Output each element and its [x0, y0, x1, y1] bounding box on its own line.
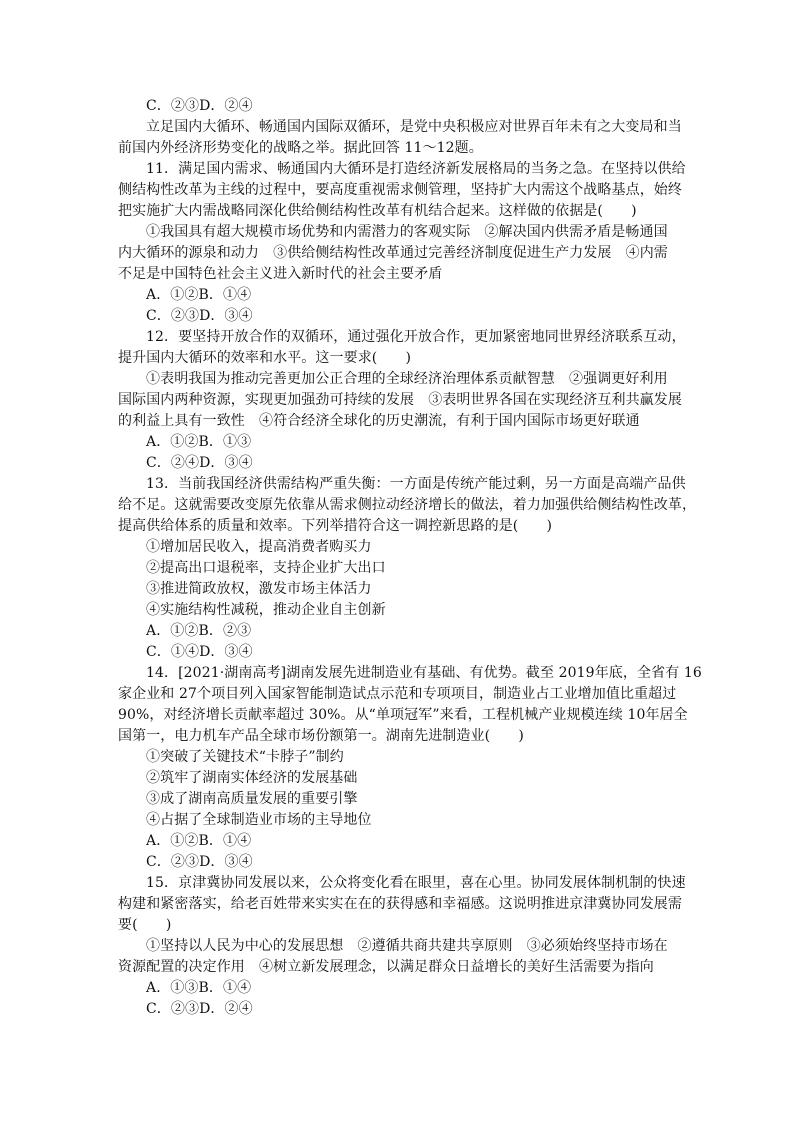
text-line: C．②③D．③④	[146, 308, 253, 324]
text-line: 14．[2021·湖南高考]湖南发展先进制造业有基础、有优势。截至 2019年底，全省有 16	[146, 665, 702, 681]
text-line: 国第一，电力机车产品全球市场份额第一。湖南先进制造业( )	[118, 728, 524, 744]
text-line: 国际国内两种资源，实现更加强劲可持续的发展 ③表明世界各国在实现经济互利共赢发展	[118, 392, 682, 408]
text-line: 15．京津冀协同发展以来，公众将变化看在眼里，喜在心里。协同发展体制机制的快速	[146, 875, 686, 891]
text-line: 前国内外经济形势变化的战略之举。据此回答 11～12题。	[118, 140, 483, 156]
text-line: 把实施扩大内需战略同深化供给侧结构性改革有机结合起来。这样做的依据是( )	[118, 203, 637, 219]
text-line: C．②③D．②④	[146, 1001, 253, 1017]
text-line: C．②④D．③④	[146, 455, 253, 471]
text-line: 内大循环的源泉和动力 ③供给侧结构性改革通过完善经济制度促进生产力发展 ④内需	[118, 245, 668, 261]
text-line: 90%，对经济增长贡献率超过 30%。从“单项冠军”来看，工程机械产业规模连续 10年居全	[118, 707, 688, 723]
text-line: A．①③B．①④	[146, 980, 252, 996]
text-line: ①我国具有超大规模市场优势和内需潜力的客观实际 ②解决国内供需矛盾是畅通国	[146, 224, 668, 240]
text-line: 的利益上具有一致性 ④符合经济全球化的历史潮流，有利于国内国际市场更好联通	[118, 413, 640, 429]
text-line: 立足国内大循环、畅通国内国际双循环，是党中央积极应对世界百年未有之大变局和当	[146, 119, 682, 135]
text-line: A．①②B．②③	[146, 623, 252, 639]
text-line: 提升国内大循环的效率和水平。这一要求( )	[118, 350, 412, 366]
text-line: ①突破了关键技术“卡脖子”制约	[146, 749, 344, 765]
text-line: ②筑牢了湖南实体经济的发展基础	[146, 770, 358, 786]
text-line: 11．满足国内需求、畅通国内大循环是打造经济新发展格局的当务之急。在坚持以供给	[146, 161, 686, 177]
text-line: C．②③D．③④	[146, 854, 253, 870]
text-line: C．②③D．②④	[146, 98, 253, 114]
text-line: ①表明我国为推动完善更加公正合理的全球经济治理体系贡献智慧 ②强调更好利用	[146, 371, 668, 387]
text-line: 13．当前我国经济供需结构严重失衡：一方面是传统产能过剩，另一方面是高端产品供	[146, 476, 686, 492]
text-line: ②提高出口退税率，支持企业扩大出口	[146, 560, 386, 576]
text-line: ①坚持以人民为中心的发展思想 ②遵循共商共建共享原则 ③必须始终坚持市场在	[146, 938, 668, 954]
text-line: 提高供给体系的质量和效率。下列举措符合这一调控新思路的是( )	[118, 518, 553, 534]
text-line: A．①②B．①④	[146, 833, 252, 849]
text-line: ③成了湖南高质量发展的重要引擎	[146, 791, 358, 807]
text-line: A．①②B．①④	[146, 287, 252, 303]
question-text-block	[118, 96, 702, 1020]
text-line: A．①②B．①③	[146, 434, 252, 450]
text-line: 不足是中国特色社会主义进入新时代的社会主要矛盾	[118, 266, 443, 282]
text-line: ④占据了全球制造业市场的主导地位	[146, 812, 372, 828]
text-line: 构建和紧密落实，给老百姓带来实实在在的获得感和幸福感。这说明推进京津冀协同发展需	[118, 896, 682, 912]
text-line: 资源配置的决定作用 ④树立新发展理念，以满足群众日益增长的美好生活需要为指向	[118, 959, 654, 975]
text-line: C．①④D．③④	[146, 644, 253, 660]
text-line: 要( )	[118, 917, 172, 933]
text-line: ①增加居民收入，提高消费者购买力	[146, 539, 372, 555]
text-line: 给不足。这就需要改变原先依靠从需求侧拉动经济增长的做法，着力加强供给侧结构性改革，	[118, 497, 697, 513]
text-line: 12．要坚持开放合作的双循环，通过强化开放合作，更加紧密地同世界经济联系互动，	[146, 329, 686, 345]
text-line: ④实施结构性减税，推动企业自主创新	[146, 602, 386, 618]
text-line: ③推进简政放权，激发市场主体活力	[146, 581, 372, 597]
text-line: 家企业和 27个项目列入国家智能制造试点示范和专项项目，制造业占工业增加值比重超过	[118, 686, 677, 702]
text-line: 侧结构性改革为主线的过程中，要高度重视需求侧管理，坚持扩大内需这个战略基点，始终	[118, 182, 682, 198]
